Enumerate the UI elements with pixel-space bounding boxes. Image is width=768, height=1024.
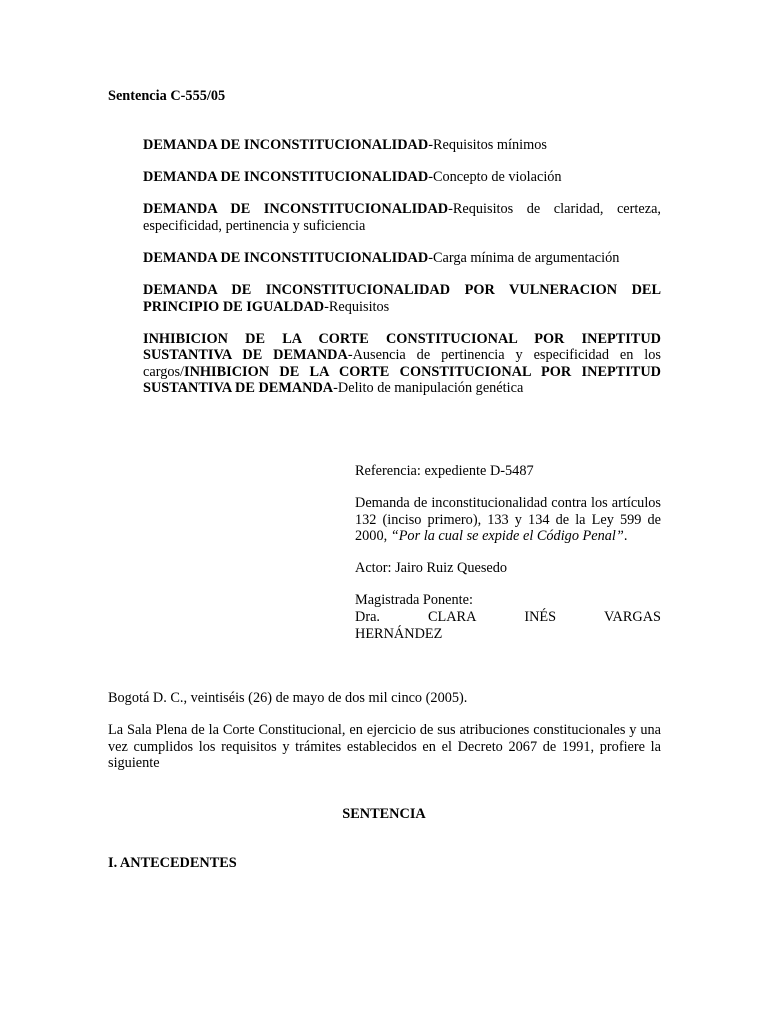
body-text	[108, 690, 661, 787]
headnote-5	[143, 282, 661, 315]
demanda-text: Demanda de inconstitucionalidad contra los artículos 132 (inciso primero), 133 y 134 de la Ley 599 de 2000,	[355, 495, 661, 545]
headnote-6-bold: INHIBICION DE LA CORTE CONSTITUCIONAL POR INEPTITUD SUSTANTIVA DE DEMANDA	[143, 330, 661, 364]
document-title: Sentencia C-555/05	[108, 88, 226, 104]
intro-paragraph: La Sala Plena de la Corte Constitucional, en ejercicio de sus atribuciones constitucionales y una vez cumplidos los requisitos y trámites establecidos en el Decreto 2067 de 1991, profiere la siguiente	[108, 722, 661, 772]
headnote-2-bold: DEMANDA DE INCONSTITUCIONALIDAD	[143, 169, 429, 186]
headnotes	[143, 137, 661, 413]
headnote-6	[143, 331, 661, 397]
magistrada-label: Magistrada Ponente:	[355, 592, 473, 609]
demanda-quote: “Por la cual se expide el Código Penal”	[390, 528, 624, 545]
headnote-4-bold: DEMANDA DE INCONSTITUCIONALIDAD	[143, 249, 429, 266]
demanda-end: .	[623, 528, 628, 545]
headnote-4	[143, 250, 661, 267]
reference-expediente: Referencia: expediente D-5487	[355, 463, 534, 479]
headnote-2-rest: -Concepto de violación	[428, 169, 562, 186]
section-heading-antecedentes: I. ANTECEDENTES	[108, 855, 237, 871]
headnote-6-bold-2: INHIBICION DE LA CORTE CONSTITUCIONAL POR INEPTITUD SUSTANTIVA DE DEMANDA	[143, 363, 661, 397]
magistrada-name-word: Dra.	[355, 609, 381, 626]
magistrada-name-word: VARGAS	[604, 609, 661, 626]
magistrada-name-word: INÉS	[524, 609, 557, 626]
headnote-3	[143, 201, 661, 234]
magistrada-name-last: HERNÁNDEZ	[355, 625, 443, 642]
sentencia-heading: SENTENCIA	[342, 806, 426, 822]
headnote-1-rest: -Requisitos mínimos	[428, 137, 547, 153]
headnote-5-rest: -Requisitos	[324, 298, 390, 315]
headnote-4-rest: -Carga mínima de argumentación	[428, 249, 620, 266]
headnote-5-bold: DEMANDA DE INCONSTITUCIONALIDAD POR VULNERACION DEL PRINCIPIO DE IGUALDAD	[143, 281, 661, 315]
date-line: Bogotá D. C., veintiséis (26) de mayo de dos mil cinco (2005).	[108, 690, 468, 706]
headnote-3-rest: -Requisitos de claridad, certeza, especificidad, pertinencia y suficiencia	[143, 201, 661, 234]
headnote-1-bold: DEMANDA DE INCONSTITUCIONALIDAD	[143, 137, 429, 153]
headnote-3-bold: DEMANDA DE INCONSTITUCIONALIDAD	[143, 201, 449, 218]
magistrada-name-word: CLARA	[427, 609, 477, 626]
reference-demanda	[355, 495, 661, 545]
magistrada-name-line	[355, 609, 661, 626]
reference-magistrada	[355, 592, 661, 642]
headnote-6-rest: -Ausencia de pertinencia y especificidad en los cargos/	[143, 347, 661, 380]
headnote-6-rest-2: -Delito de manipulación genética	[333, 380, 524, 397]
reference-actor: Actor: Jairo Ruiz Quesedo	[355, 560, 508, 577]
headnote-2	[143, 169, 661, 186]
headnote-1	[143, 137, 661, 154]
reference-block	[355, 463, 661, 658]
